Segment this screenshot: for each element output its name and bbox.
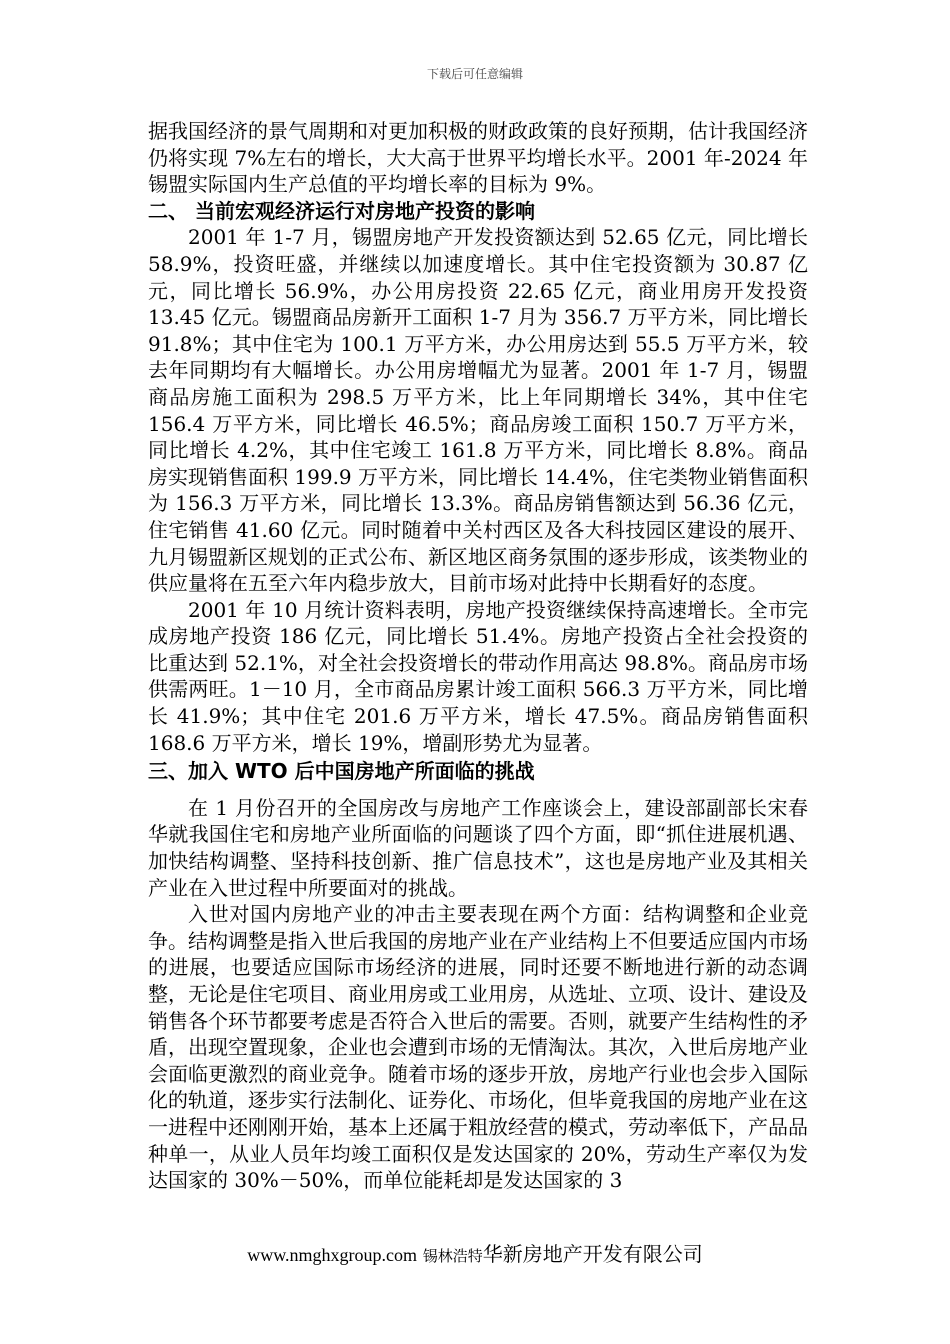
paragraph: 2001 年 1-7 月，锡盟房地产开发投资额达到 52.65 亿元，同比增长 58.9%，投资旺盛，并继续以加速度增长。其中住宅投资额为 30.87 亿元，同比增长 56.9%，办公用房投资 22.65 亿元，商业用房开发投资 13.45 亿元。锡盟商品房新开工面积 1-7 月为 356.7 万平方米，同比增长 91.8%；其中住宅为 100.1 万平方米，办公用房达到 55.5 万平方米，较去年同期均有大幅增长。办公用房增幅尤为显著。2001 年 1-7 月，锡盟商品房施工面积为 298.5 万平方米，比上年同期增长 34%，其中住宅 156.4 万平方米，同比增长 46.5%；商品房竣工面积 150.7 万平方米，同比增长 4.2%，其中住宅竣工 161.8 万平方米，同比增长 8.8%。商品房实现销售面积 199.9 万平方米，同比增长 14.4%，住宅类物业销售面积为 156.3 万平方米，同比增长 13.3%。商品房销售额达到 56.36 亿元，住宅销售 41.60 亿元。同时随着中关村西区及各大科技园区建设的展开、九月锡盟新区规划的正式公布、新区地区商务氛围的逐步形成，该类物业的供应量将在五至六年内稳步放大，目前市场对此持中长期看好的态度。 [148,225,808,596]
section-heading: 二、 当前宏观经济运行对房地产投资的影响 [148,198,535,223]
page-footer [0,1238,950,1267]
page-header: 下载后可任意编辑 [426,67,523,81]
footer-company-name: 华新房地产开发有限公司 [482,1242,703,1266]
footer-company-prefix: 锡林浩特 [422,1247,483,1265]
paragraph: 在 1 月份召开的全国房改与房地产工作座谈会上，建设部副部长宋春华就我国住宅和房地产业所面临的问题谈了四个方面，即“抓住进展机遇、加快结构调整、坚持科技创新、推广信息技术”，这也是房地产业及其相关产业在入世过程中所要面对的挑战。 [148,795,808,900]
footer-url: www.nmghxgroup.com [247,1245,418,1265]
document-body [148,118,808,1194]
paragraph: 入世对国内房地产业的冲击主要表现在两个方面：结构调整和企业竞争。结构调整是指入世后我国的房地产业在产业结构上不但要适应国内市场的进展，也要适应国际市场经济的进展，同时还要不断地进行新的动态调整，无论是住宅项目、商业用房或工业用房，从选址、立项、设计、建设及销售各个环节都要考虑是否符合入世后的需要。否则，就要产生结构性的矛盾，出现空置现象，企业也会遭到市场的无情淘汰。其次，入世后房地产业会面临更激烈的商业竞争。随着市场的逐步开放，房地产行业也会步入国际化的轨道，逐步实行法制化、证券化、市场化，但毕竟我国的房地产业在这一进程中还刚刚开始，基本上还属于粗放经营的模式，劳动率低下，产品品种单一，从业人员年均竣工面积仅是发达国家的 20%，劳动生产率仅为发达国家的 30%－50%，而单位能耗却是发达国家的 3 [148,902,808,1193]
paragraph: 据我国经济的景气周期和对更加积极的财政政策的良好预期，估计我国经济仍将实现 7%左右的增长，大大高于世界平均增长水平。2001 年-2024 年锡盟实际国内生产总值的平均增长率的目标为 9%。 [148,119,808,197]
section-heading: 三、加入 WTO 后中国房地产所面临的挑战 [148,759,535,784]
paragraph: 2001 年 10 月统计资料表明，房地产投资继续保持高速增长。全市完成房地产投资 186 亿元，同比增长 51.4%。房地产投资占全社会投资的比重达到 52.1%，对全社会投资增长的带动作用高达 98.8%。商品房市场供需两旺。1－10 月，全市商品房累计竣工面积 566.3 万平方米，同比增长 41.9%；其中住宅 201.6 万平方米，增长 47.5%。商品房销售面积 168.6 万平方米，增长 19%，增副形势尤为显著。 [148,597,808,755]
